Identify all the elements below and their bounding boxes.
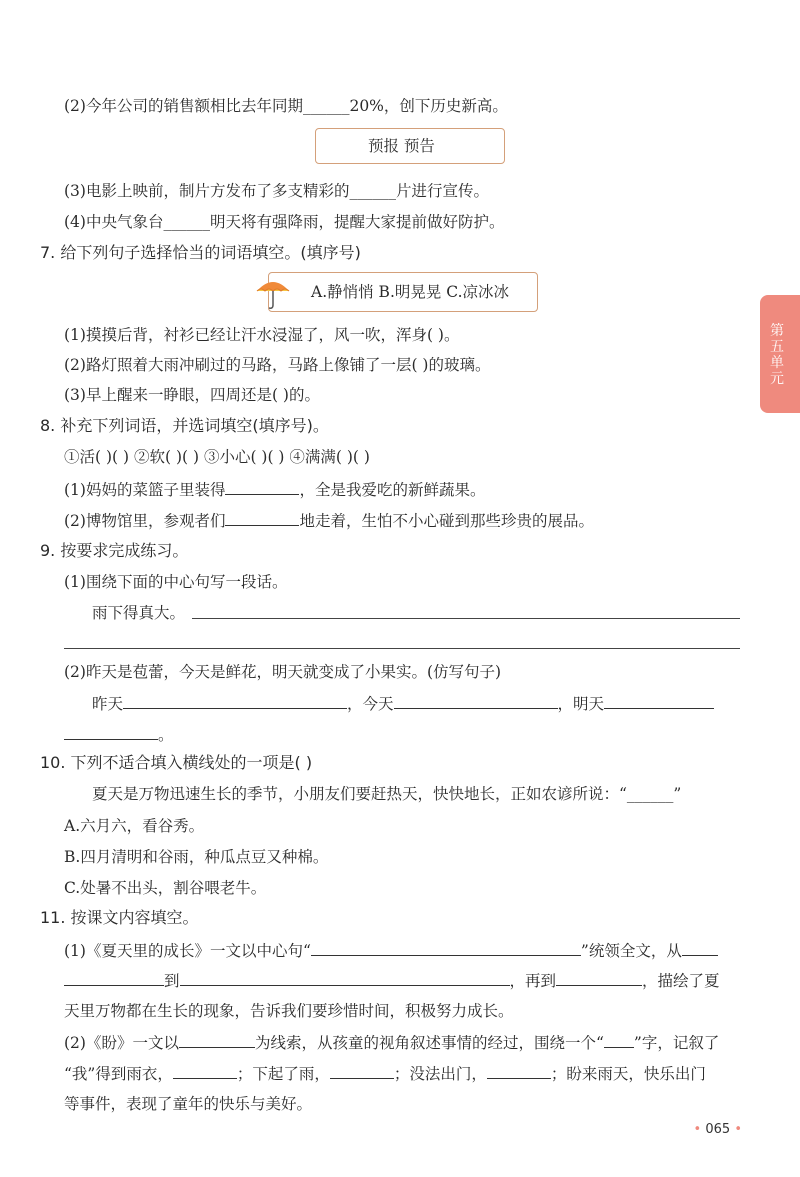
q9-end: 。 <box>158 726 174 744</box>
q9-item-1: (1)围绕下面的中心句写一段话。 <box>64 573 288 591</box>
q6-item-4: (4)中央气象台______明天将有强降雨，提醒大家提前做好防护。 <box>64 213 505 231</box>
answer-line[interactable] <box>192 618 740 619</box>
unit-side-tab <box>760 295 800 413</box>
blank[interactable] <box>225 479 299 495</box>
q11-line-4 <box>64 1032 719 1053</box>
q10-option-b[interactable]: B.四月清明和谷雨，种瓜点豆又种棉。 <box>64 848 329 866</box>
page-number <box>694 1122 742 1137</box>
blank[interactable] <box>394 693 558 709</box>
q9-title: 9. 按要求完成练习。 <box>40 541 189 560</box>
blank[interactable] <box>604 1032 634 1048</box>
blank[interactable] <box>179 1032 255 1048</box>
q7-item-3: (3)早上醒来一睁眼，四周还是( )的。 <box>64 386 320 404</box>
q11-line-2 <box>64 970 720 991</box>
q11-l5-d: ；盼来雨天，快乐出门 <box>550 1065 706 1083</box>
blank[interactable] <box>330 1063 394 1079</box>
q10-option-a[interactable]: A.六月六，看谷秀。 <box>64 817 205 835</box>
q8-item-2-b: 地走着，生怕不小心碰到那些珍贵的展品。 <box>299 512 594 530</box>
q8-item-2 <box>64 510 594 531</box>
q11-l5-a: “我”得到雨衣， <box>64 1065 173 1083</box>
q11-l4-a: (2)《盼》一文以 <box>64 1034 179 1052</box>
q11-l4-c: ”字，记叙了 <box>633 1034 720 1052</box>
blank[interactable] <box>180 970 510 986</box>
q11-l1-a: (1)《夏天里的成长》一文以中心句“ <box>64 942 311 960</box>
q8-title: 8. 补充下列词语，并选词填空(填序号)。 <box>40 416 329 435</box>
q11-line-1 <box>64 940 718 961</box>
q11-l5-c: ；没法出门， <box>393 1065 487 1083</box>
q11-l1-b: ”统领全文，从 <box>580 942 682 960</box>
q11-l2-c: ，描绘了夏 <box>642 972 720 990</box>
unit-side-tab-label: 第五单元 <box>770 323 784 387</box>
umbrella-icon <box>255 275 291 311</box>
blank[interactable] <box>123 693 347 709</box>
page-number-value: 065 <box>705 1122 731 1137</box>
q8-item-1 <box>64 479 485 500</box>
dot-icon: • <box>734 1122 742 1137</box>
blank[interactable] <box>311 940 581 956</box>
q11-title: 11. 按课文内容填空。 <box>40 908 199 927</box>
q8-item-1-a: (1)妈妈的菜篮子里装得 <box>64 481 226 499</box>
q8-item-2-a: (2)博物馆里，参观者们 <box>64 512 226 530</box>
q10-option-c[interactable]: C.处暑不出头，割谷喂老牛。 <box>64 879 267 897</box>
blank[interactable] <box>64 970 164 986</box>
q8-words: ①活( )( ) ②软( )( ) ③小心( )( ) ④满满( )( ) <box>64 448 370 466</box>
q9-center-sentence: 雨下得真大。 <box>92 604 186 622</box>
q11-l5-b: ；下起了雨， <box>236 1065 330 1083</box>
blank[interactable] <box>64 724 158 740</box>
q9-yesterday: 昨天 <box>92 695 124 713</box>
word-box-q6-text: 预报 预告 <box>368 137 435 155</box>
q9-imitation-line <box>92 693 714 714</box>
q11-line-6: 等事件，表现了童年的快乐与美好。 <box>64 1095 313 1113</box>
blank[interactable] <box>682 940 718 956</box>
q11-l2-b: ，再到 <box>509 972 557 990</box>
q11-line-3: 天里万物都在生长的现象，告诉我们要珍惜时间，积极努力成长。 <box>64 1002 514 1020</box>
q9-imitation-end <box>64 724 174 745</box>
blank[interactable] <box>556 970 642 986</box>
word-box-q7-text: A.静悄悄 B.明晃晃 C.凉冰冰 <box>311 283 510 301</box>
q11-l2-a: 到 <box>164 972 180 990</box>
q10-title: 10. 下列不适合填入横线处的一项是( ) <box>40 753 313 772</box>
q10-passage: 夏天是万物迅速生长的季节，小朋友们要赶热天，快快地长，正如农谚所说：“______” <box>92 785 682 803</box>
q9-tomorrow: ，明天 <box>557 695 605 713</box>
answer-line[interactable] <box>64 648 740 649</box>
q7-item-1: (1)摸摸后背，衬衫已经让汗水浸湿了，风一吹，浑身( )。 <box>64 326 460 344</box>
q9-today: ，今天 <box>347 695 394 713</box>
q9-item-2: (2)昨天是苞蕾，今天是鲜花，明天就变成了小果实。(仿写句子) <box>64 663 502 681</box>
word-box-q6 <box>315 128 505 164</box>
q6-item-2: (2)今年公司的销售额相比去年同期______20%，创下历史新高。 <box>64 97 508 115</box>
blank[interactable] <box>487 1063 551 1079</box>
blank[interactable] <box>173 1063 237 1079</box>
q7-item-2: (2)路灯照着大雨冲刷过的马路，马路上像铺了一层( )的玻璃。 <box>64 356 491 374</box>
word-box-q7 <box>268 272 538 312</box>
dot-icon: • <box>693 1122 702 1137</box>
q11-l4-b: 为线索，从孩童的视角叙述事情的经过，围绕一个“ <box>254 1034 604 1052</box>
q6-item-3: (3)电影上映前，制片方发布了多支精彩的______片进行宣传。 <box>64 182 489 200</box>
blank[interactable] <box>225 510 299 526</box>
q7-title: 7. 给下列句子选择恰当的词语填空。(填序号) <box>40 243 361 262</box>
q8-item-1-b: ，全是我爱吃的新鲜蔬果。 <box>299 481 486 499</box>
q11-line-5 <box>64 1063 706 1084</box>
blank[interactable] <box>604 693 714 709</box>
